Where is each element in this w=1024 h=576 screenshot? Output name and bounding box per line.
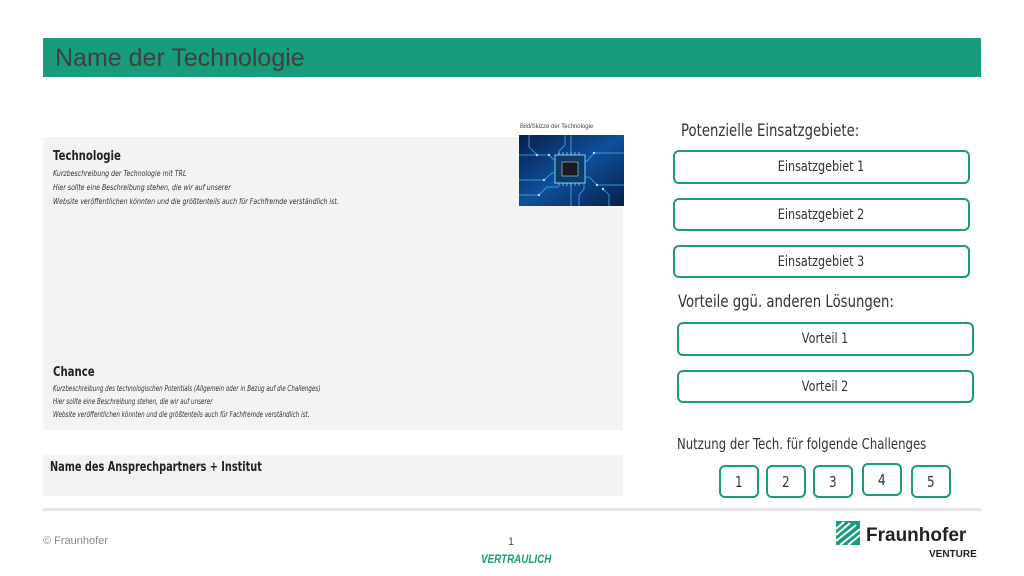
footer-divider (43, 508, 981, 511)
challenges-heading: Nutzung der Tech. für folgende Challenges (677, 435, 927, 453)
einsatzgebiet-2: Einsatzgebiet 2 (673, 198, 970, 231)
vorteil-1: Vorteil 1 (677, 322, 974, 356)
challenge-1: 1 (719, 465, 759, 498)
technologie-line-2: Hier sollte eine Beschreibung stehen, die wir auf unserer (53, 183, 231, 192)
page-number: 1 (508, 536, 515, 548)
vorteil-2: Vorteil 2 (677, 370, 974, 403)
einsatzgebiet-1: Einsatzgebiet 1 (673, 150, 970, 184)
title-bar (43, 38, 981, 77)
confidential-label: VERTRAULICH (481, 552, 552, 566)
logo-subtitle: VENTURE (929, 549, 977, 560)
chance-line-2: Hier sollte eine Beschreibung stehen, die wir auf unserer (53, 397, 213, 406)
einsatzgebiet-3: Einsatzgebiet 3 (673, 245, 970, 278)
fraunhofer-logo-icon (836, 521, 860, 545)
chance-line-3: Website veröffentlichen könnten und die größtenteils auch für Fachfremde verständlich ist. (53, 410, 310, 419)
chance-heading: Chance (53, 365, 95, 380)
vorteile-heading: Vorteile ggü. anderen Lösungen: (678, 292, 894, 312)
technologie-line-1: Kurzbeschreibung der Technologie mit TRL (53, 169, 187, 178)
technologie-line-3: Website veröffentlichen könnten und die größtenteils auch für Fachfremde verständlich ist. (53, 197, 339, 206)
contact-label: Name des Ansprechpartners + Institut (50, 460, 262, 475)
chance-line-1: Kurzbeschreibung des technologischen Potentials (Allgemein oder in Bezug auf die Challenges) (53, 384, 321, 393)
challenge-4: 4 (862, 463, 902, 496)
image-caption: Bild/Skizze der Technologie (520, 124, 594, 130)
challenge-5: 5 (911, 465, 951, 498)
page-title: Name der Technologie (55, 44, 305, 72)
einsatz-heading: Potenzielle Einsatzgebiete: (681, 121, 860, 141)
challenge-3: 3 (813, 465, 853, 498)
technology-image (519, 135, 624, 206)
challenge-2: 2 (766, 465, 806, 498)
copyright: © Fraunhofer (43, 535, 108, 547)
logo-name: Fraunhofer (866, 525, 967, 546)
technologie-heading: Technologie (53, 149, 121, 164)
